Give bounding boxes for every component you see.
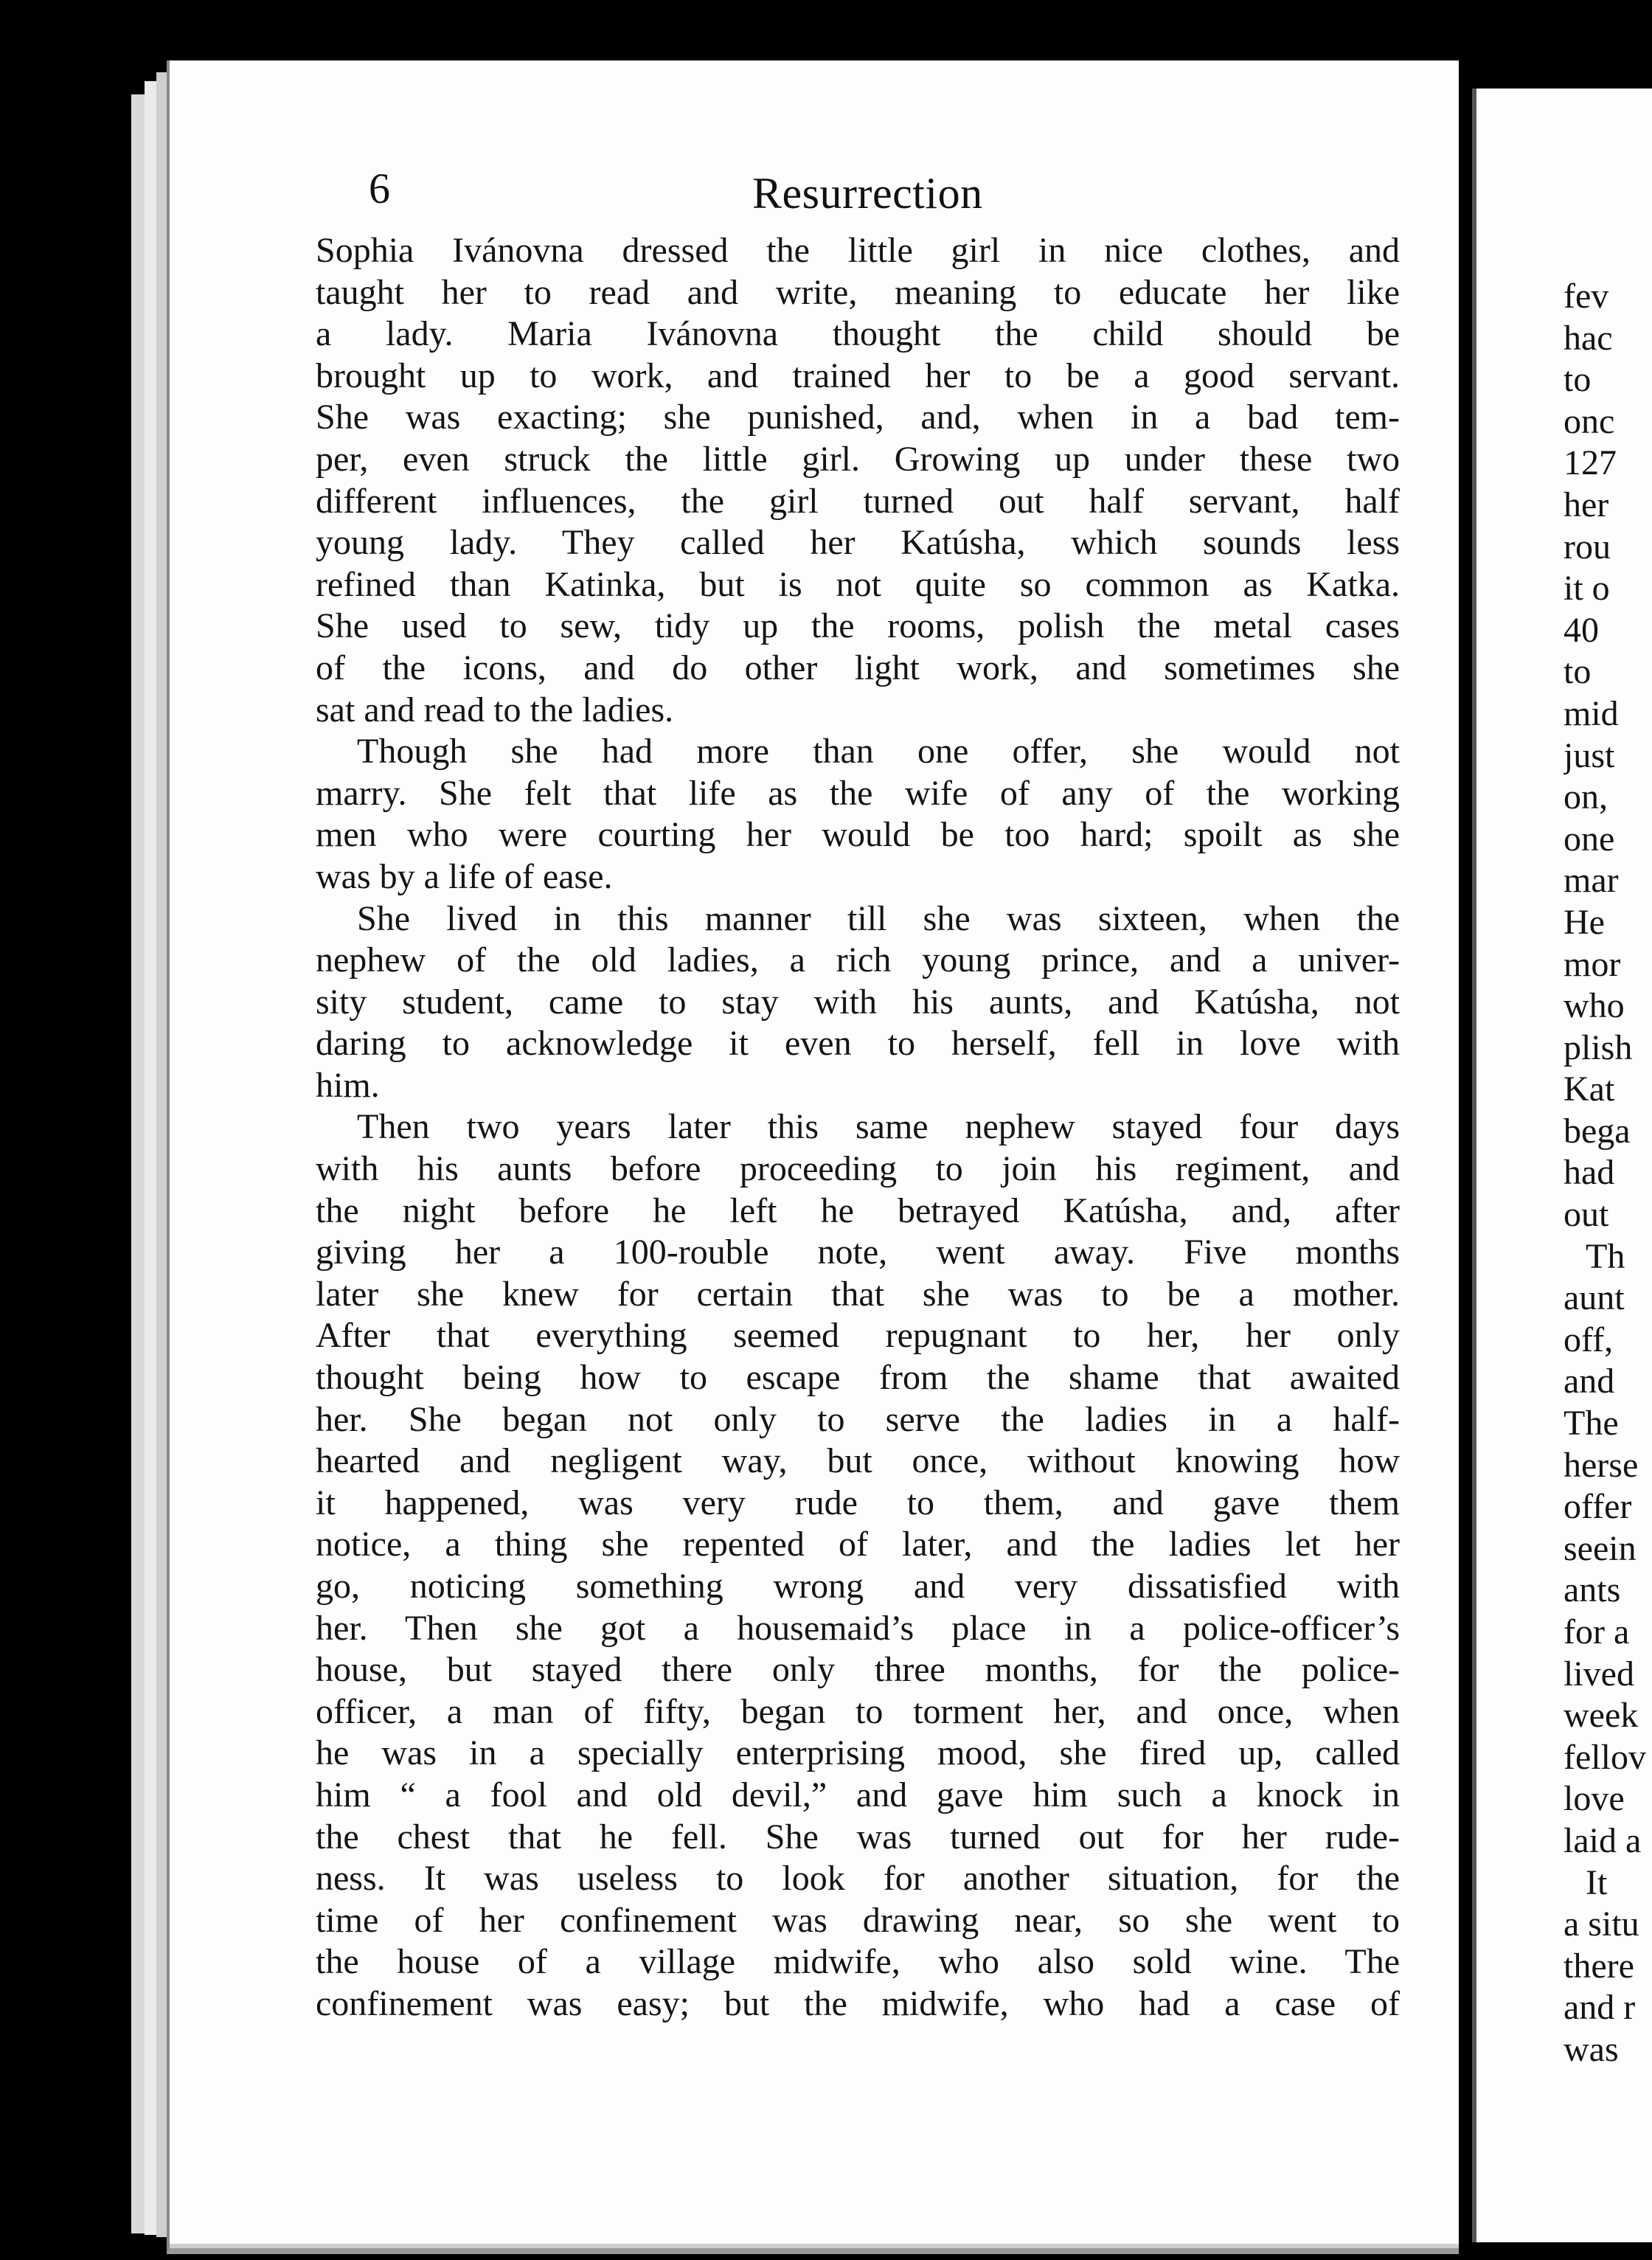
facing-text-line: 40 xyxy=(1564,610,1599,650)
facing-text-line: He xyxy=(1564,902,1605,942)
facing-text-line: herse xyxy=(1564,1445,1639,1485)
text-line: house, but stayed there only three months, for the police- xyxy=(316,1650,1400,1690)
facing-text-line: one xyxy=(1564,819,1615,859)
facing-text-line: a situ xyxy=(1564,1904,1639,1944)
text-line: After that everything seemed repugnant to her, her only xyxy=(316,1316,1400,1356)
text-line: Then two years later this same nephew stayed four days xyxy=(357,1107,1400,1147)
facing-text-line: on, xyxy=(1564,777,1608,817)
facing-text-line: just xyxy=(1564,735,1615,775)
facing-text-line: had xyxy=(1564,1153,1615,1193)
text-line: a lady. Maria Ivánovna thought the child should be xyxy=(316,314,1400,354)
facing-text-line: and xyxy=(1564,1362,1615,1401)
running-head xyxy=(369,164,1372,230)
page-number: 6 xyxy=(369,164,390,212)
text-line: young lady. They called her Katúsha, which sounds less xyxy=(316,523,1400,563)
facing-text-line: her xyxy=(1564,485,1609,524)
text-line: it happened, was very rude to them, and gave them xyxy=(316,1483,1400,1522)
facing-text-line: offer xyxy=(1564,1487,1632,1527)
facing-text-line: lived xyxy=(1564,1654,1634,1694)
facing-text-line: onc xyxy=(1564,401,1615,441)
facing-text-line: mar xyxy=(1564,861,1619,901)
facing-text-line: it o xyxy=(1564,569,1610,609)
facing-text-line: rou xyxy=(1564,527,1611,566)
text-line: sat and read to the ladies. xyxy=(316,690,674,729)
facing-text-line: mid xyxy=(1564,693,1619,733)
text-line: he was in a specially enterprising mood, she fired up, called xyxy=(316,1733,1400,1773)
facing-text-line: 127 xyxy=(1564,443,1617,483)
text-line: Sophia Ivánovna dressed the little girl in nice clothes, and xyxy=(316,231,1400,270)
text-line: She lived in this manner till she was sixteen, when the xyxy=(357,898,1400,938)
text-line: notice, a thing she repented of later, and the ladies let her xyxy=(316,1525,1400,1564)
facing-text-line: out xyxy=(1564,1195,1609,1235)
facing-text-line: Th xyxy=(1586,1236,1625,1276)
facing-text-line: aunt xyxy=(1564,1278,1625,1318)
text-line: taught her to read and write, meaning to educate her like xyxy=(316,272,1400,312)
text-line: her. She began not only to serve the ladies in a half- xyxy=(316,1399,1400,1439)
facing-text-line: to xyxy=(1564,652,1592,692)
text-line: later she knew for certain that she was to be a mother. xyxy=(316,1274,1400,1314)
text-line: She used to sew, tidy up the rooms, polish the metal cases xyxy=(316,606,1400,646)
text-line: She was exacting; she punished, and, when in a bad tem- xyxy=(316,398,1400,437)
facing-text-line: plish xyxy=(1564,1027,1633,1067)
text-line: men who were courting her would be too hard; spoilt as she xyxy=(316,815,1400,855)
text-line: giving her a 100-rouble note, went away. Five months xyxy=(316,1233,1400,1272)
text-line: sity student, came to stay with his aunts, and Katúsha, not xyxy=(316,982,1400,1022)
facing-text-line: The xyxy=(1564,1404,1619,1443)
facing-text-line: seein xyxy=(1564,1528,1637,1568)
facing-text-line: was xyxy=(1564,2029,1619,2069)
facing-text-line: there xyxy=(1564,1946,1634,1986)
facing-text-line: to xyxy=(1564,360,1592,400)
text-line: refined than Katinka, but is not quite so common as Katka. xyxy=(316,564,1400,604)
facing-text-line: hac xyxy=(1564,318,1613,358)
facing-text-line: love xyxy=(1564,1779,1625,1819)
text-line: marry. She felt that life as the wife of any of the working xyxy=(316,773,1400,813)
text-line: the house of a village midwife, who also sold wine. The xyxy=(316,1942,1400,1982)
text-line: her. Then she got a housemaid’s place in a police-officer’s xyxy=(316,1608,1400,1648)
text-line: nephew of the old ladies, a rich young prince, and a univer- xyxy=(316,940,1400,980)
facing-text-line: off, xyxy=(1564,1320,1614,1359)
facing-text-line: fev xyxy=(1564,277,1609,316)
text-line: daring to acknowledge it even to herself, fell in love with xyxy=(316,1024,1400,1064)
facing-text-line: and r xyxy=(1564,1988,1636,2028)
text-line: different influences, the girl turned out half servant, half xyxy=(316,481,1400,521)
text-line: time of her confinement was drawing near, so she went to xyxy=(316,1900,1400,1940)
facing-text-line: for a xyxy=(1564,1612,1630,1651)
facing-text-line: bega xyxy=(1564,1111,1631,1151)
text-line: officer, a man of fifty, began to torment her, and once, when xyxy=(316,1691,1400,1731)
text-line: confinement was easy; but the midwife, who had a case of xyxy=(316,1983,1400,2023)
body-text xyxy=(316,230,1400,2025)
text-line: per, even struck the little girl. Growing up under these two xyxy=(316,439,1400,479)
page-header-title: Resurrection xyxy=(752,169,983,218)
text-line: the chest that he fell. She was turned out for her rude- xyxy=(316,1817,1400,1857)
facing-text-line: fellov xyxy=(1564,1737,1646,1777)
facing-text-line: ants xyxy=(1564,1570,1621,1610)
text-line: the night before he left he betrayed Katúsha, and, after xyxy=(316,1190,1400,1230)
text-line: Though she had more than one offer, she would not xyxy=(357,732,1400,772)
text-line: go, noticing something wrong and very dissatisfied with xyxy=(316,1567,1400,1606)
facing-text-line: It xyxy=(1586,1862,1608,1902)
facing-text-line: Kat xyxy=(1564,1070,1615,1109)
facing-text-line: week xyxy=(1564,1696,1639,1736)
facing-text-line: laid a xyxy=(1564,1820,1642,1860)
text-line: brought up to work, and trained her to be a good servant. xyxy=(316,356,1400,395)
text-line: hearted and negligent way, but once, without knowing how xyxy=(316,1441,1400,1481)
text-line: was by a life of ease. xyxy=(316,856,613,896)
facing-text-line: mor xyxy=(1564,944,1621,984)
text-line: with his aunts before proceeding to join his regiment, and xyxy=(316,1149,1400,1189)
text-line: thought being how to escape from the shame that awaited xyxy=(316,1358,1400,1398)
facing-text-line: who xyxy=(1564,986,1625,1026)
text-line: of the icons, and do other light work, and sometimes she xyxy=(316,648,1400,687)
facing-page-text xyxy=(1564,276,1652,2071)
text-line: ness. It was useless to look for another situation, for the xyxy=(316,1859,1400,1899)
text-line: him. xyxy=(316,1065,380,1105)
text-line: him “ a fool and old devil,” and gave him such a knock in xyxy=(316,1775,1400,1814)
